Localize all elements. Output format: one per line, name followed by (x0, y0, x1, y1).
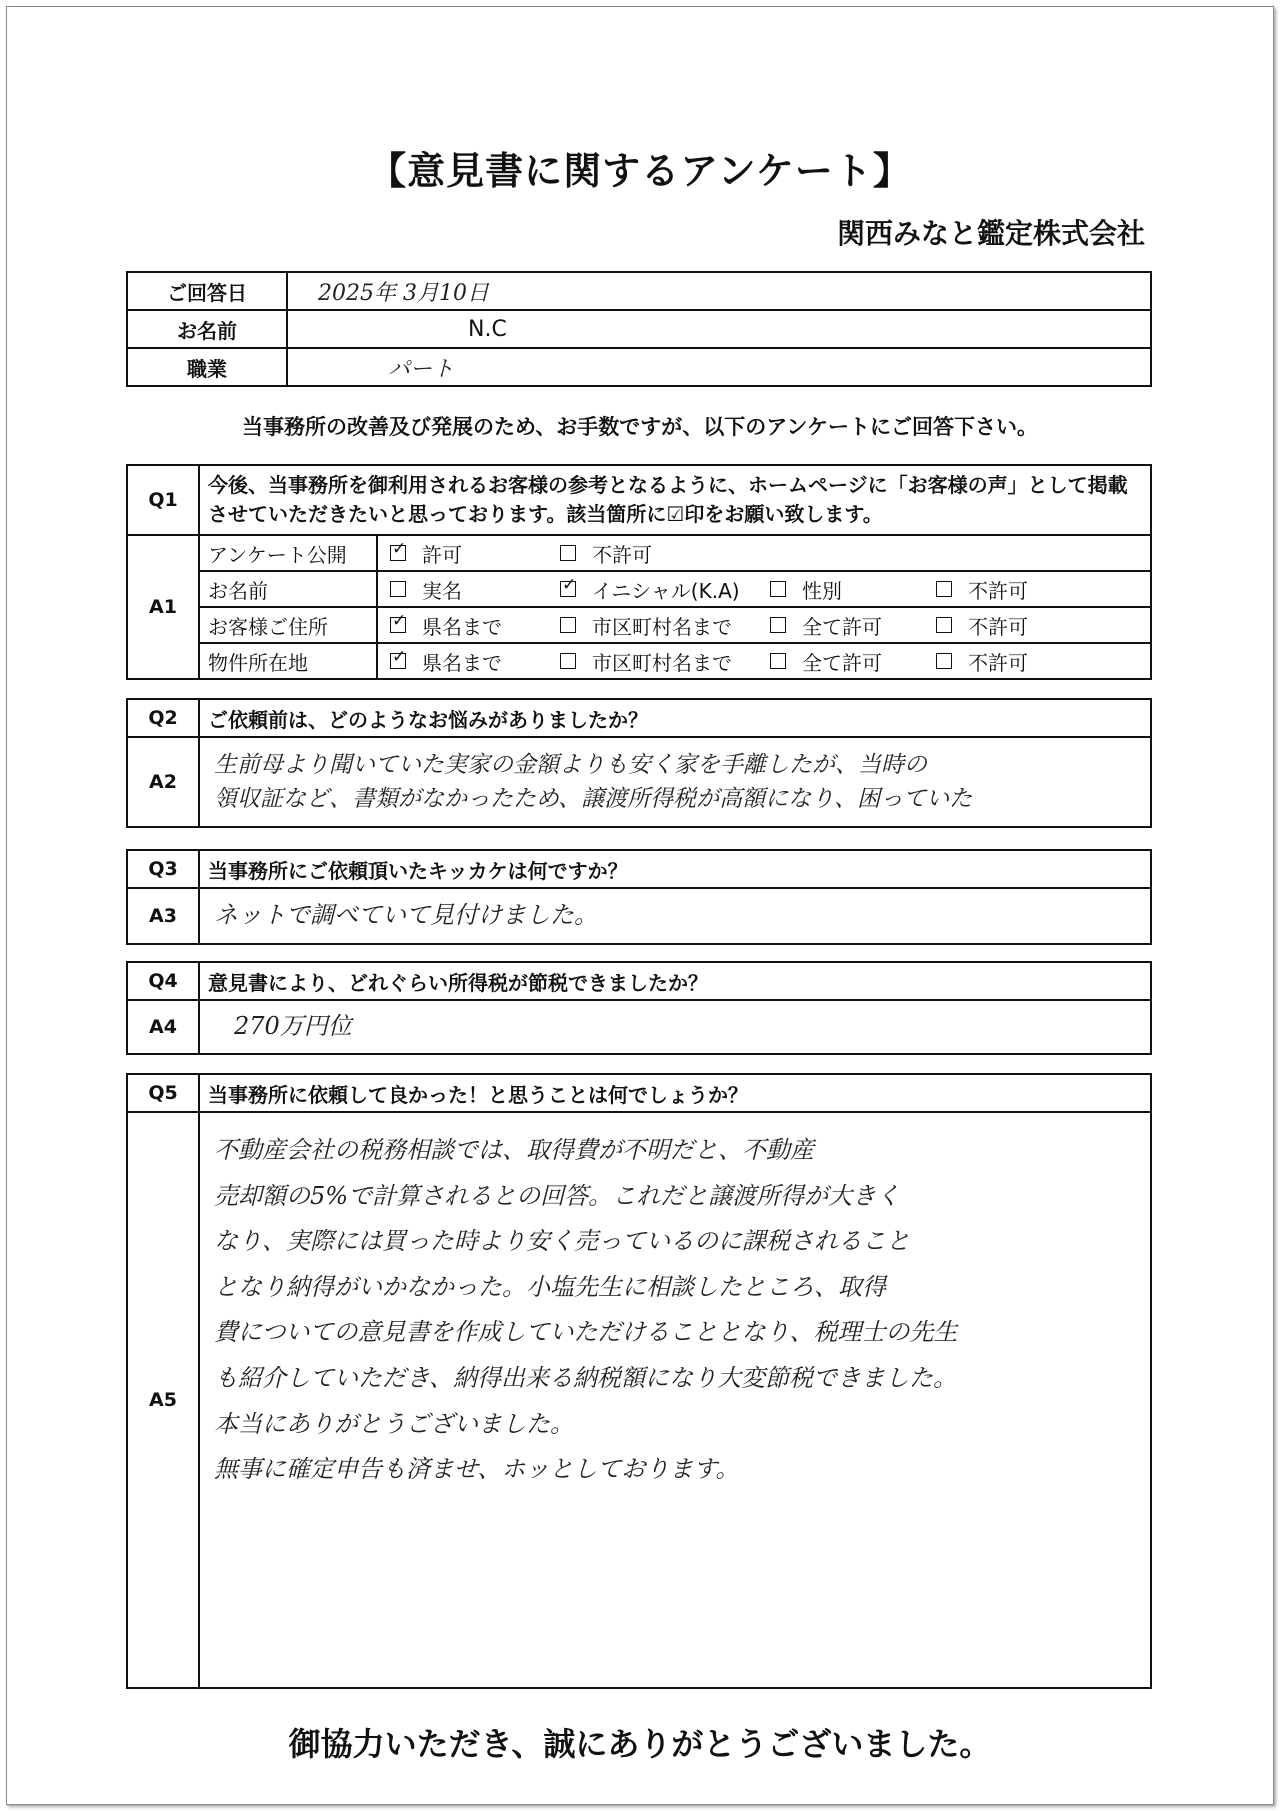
option-label: イニシャル(K.A) (592, 578, 740, 603)
q2-question: ご依頼前は、どのようなお悩みがありましたか？ (199, 699, 1151, 737)
footer-thanks: 御協力いただき、誠にありがとうございました。 (288, 1725, 992, 1763)
option-deny[interactable] (936, 647, 1028, 676)
option-label: 不許可 (968, 650, 1028, 675)
a5-label: A5 (127, 1112, 199, 1688)
checkbox-checked[interactable] (390, 653, 406, 669)
q5-question: 当事務所に依頼して良かった！と思うことは何でしょうか？ (199, 1074, 1151, 1112)
option-label: 実名 (422, 578, 462, 603)
a3-label: A3 (127, 888, 199, 944)
checkbox[interactable] (390, 581, 406, 597)
option-label: 市区町村名まで (592, 650, 732, 675)
answer-line: 無事に確定申告も済ませ、ホッとしております。 (214, 1455, 740, 1484)
q1-label: Q1 (127, 465, 199, 535)
option-label: 県名まで (422, 650, 502, 675)
a3-answer: ネットで調べていて見付けました。 (199, 888, 1151, 944)
q3-table (126, 849, 1152, 945)
checkbox[interactable] (560, 653, 576, 669)
checkbox[interactable] (936, 653, 952, 669)
q1-table (126, 464, 1152, 680)
a1-row-options (377, 643, 1151, 679)
answer-line: となり納得がいかなかった。小塩先生に相談したところ、取得 (214, 1272, 886, 1301)
q3-label: Q3 (127, 850, 199, 888)
option-deny[interactable] (560, 539, 652, 568)
answer-line: 本当にありがとうございました。 (214, 1409, 574, 1438)
checkbox-checked[interactable] (390, 545, 406, 561)
answer-line: 生前母より聞いていた実家の金額よりも安く家を手離したが、当時の (214, 751, 927, 778)
option-label: 全て許可 (802, 650, 882, 675)
job-value: パート (287, 348, 1151, 386)
a5-answer (199, 1112, 1151, 1688)
option-initial[interactable] (560, 575, 770, 604)
date-label: ご回答日 (127, 272, 287, 310)
a1-row-name: 物件所在地 (199, 643, 377, 679)
option-deny[interactable] (936, 575, 1028, 604)
q3-question: 当事務所にご依頼頂いたキッカケは何ですか？ (199, 850, 1151, 888)
option-city[interactable] (560, 611, 770, 640)
checkbox[interactable] (770, 581, 786, 597)
checkbox[interactable] (936, 617, 952, 633)
checkbox-checked[interactable] (390, 617, 406, 633)
a4-label: A4 (127, 1000, 199, 1054)
q2-label: Q2 (127, 699, 199, 737)
answer-line: 費についての意見書を作成していただけることとなり、税理士の先生 (214, 1318, 958, 1347)
date-value: 2025年 3月10日 (287, 272, 1151, 310)
q4-label: Q4 (127, 962, 199, 1000)
option-label: 不許可 (968, 578, 1028, 603)
a1-label: A1 (127, 535, 199, 679)
checkbox[interactable] (770, 653, 786, 669)
q5-table (126, 1073, 1152, 1689)
a4-answer: 270万円位 (199, 1000, 1151, 1054)
name-value: N.C (287, 310, 1151, 348)
option-label: 不許可 (592, 542, 652, 567)
option-prefecture[interactable] (390, 611, 560, 640)
q4-question: 意見書により、どれぐらい所得税が節税できましたか？ (199, 962, 1151, 1000)
answer-line: 不動産会社の税務相談では、取得費が不明だと、不動産 (214, 1136, 814, 1164)
a1-row-name: アンケート公開 (199, 535, 377, 571)
q4-table (126, 961, 1152, 1055)
checkbox-checked[interactable] (560, 581, 576, 597)
company-name: 関西みなと鑑定株式会社 (836, 217, 1145, 250)
answer-line: 領収証など、書類がなかったため、譲渡所得税が高額になり、困っていた (214, 786, 973, 812)
a2-label: A2 (127, 737, 199, 827)
option-label: 県名まで (422, 614, 502, 639)
option-label: 不許可 (968, 614, 1028, 639)
option-label: 全て許可 (802, 614, 882, 639)
checkbox[interactable] (560, 545, 576, 561)
a1-row-options (377, 535, 1151, 571)
option-all[interactable] (770, 611, 936, 640)
checkbox[interactable] (560, 617, 576, 633)
option-prefecture[interactable] (390, 647, 560, 676)
option-realname[interactable] (390, 575, 560, 604)
a1-row-options (377, 571, 1151, 607)
a1-row-name: お名前 (199, 571, 377, 607)
option-label: 市区町村名まで (592, 614, 732, 639)
instruction-text: 当事務所の改善及び発展のため、お手数ですが、以下のアンケートにご回答下さい。 (242, 415, 1038, 439)
a1-row-options (377, 607, 1151, 643)
q1-question: 今後、当事務所を御利用されるお客様の参考となるように、ホームページに「お客様の声」として掲載させていただきたいと思っております。該当箇所に☑印をお願い致します。 (199, 465, 1151, 535)
page-title: 【意見書に関するアンケート】 (368, 149, 912, 193)
answer-line: なり、実際には買った時より安く売っているのに課税されること (214, 1227, 910, 1256)
name-label: お名前 (127, 310, 287, 348)
option-label: 許可 (422, 542, 462, 567)
job-label: 職業 (127, 348, 287, 386)
a1-row-name: お客様ご住所 (199, 607, 377, 643)
checkbox[interactable] (936, 581, 952, 597)
q5-label: Q5 (127, 1074, 199, 1112)
option-city[interactable] (560, 647, 770, 676)
option-deny[interactable] (936, 611, 1028, 640)
option-permit[interactable] (390, 539, 560, 568)
q2-table (126, 698, 1152, 828)
a2-answer (199, 737, 1151, 827)
option-gender[interactable] (770, 575, 936, 604)
respondent-info-table (126, 271, 1152, 387)
option-label: 性別 (802, 578, 842, 603)
checkbox[interactable] (770, 617, 786, 633)
answer-line: も紹介していただき、納得出来る納税額になり大変節税できました。 (214, 1363, 958, 1392)
answer-line: 売却額の5%で計算されるとの回答。これだと譲渡所得が大きく (214, 1181, 901, 1210)
option-all[interactable] (770, 647, 936, 676)
